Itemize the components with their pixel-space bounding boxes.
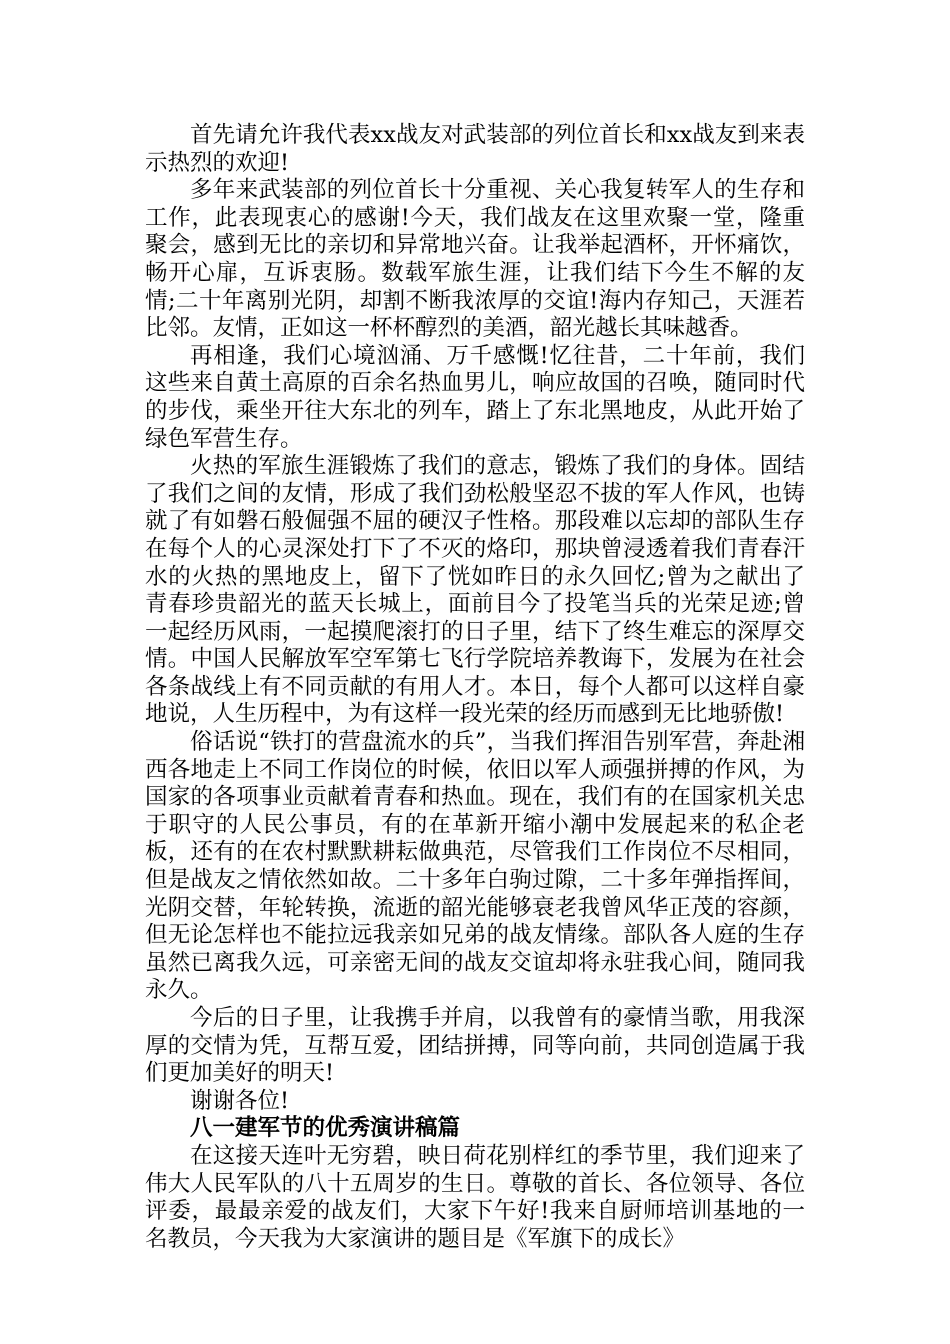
paragraph-welcome: 首先请允许我代表xx战友对武装部的列位首长和xx战友到来表示热烈的欢迎! bbox=[145, 122, 805, 176]
paragraph-future: 今后的日子里，让我携手并肩，以我曾有的豪情当歌，用我深厚的交情为凭，互帮互爱，团结拼搏，同等向前，共同创造属于我们更加美好的明天! bbox=[145, 1005, 805, 1087]
paragraph-military-life: 火热的军旅生涯锻炼了我们的意志，锻炼了我们的身体。固结了我们之间的友情，形成了我们劲松般坚忍不拔的军人作风，也铸就了有如磐石般倔强不屈的硬汉子性格。那段难以忘却的部队生存在每个人的心灵深处打下了不灭的烙印，那块曾浸透着我们青春汗水的火热的黑地皮上，留下了恍如昨日的永久回忆;曾为之献出了青春珍贵韶光的蓝天长城上，面前目今了投笔当兵的光荣足迹;曾一起经历风雨，一起摸爬滚打的日子里，结下了终生难忘的深厚交情。中国人民解放军空军第七飞行学院培养教诲下，发展为在社会各条战线上有不同贡献的有用人才。本日，每个人都可以这样自豪地说，人生历程中，为有这样一段光荣的经历而感到无比地骄傲! bbox=[145, 453, 805, 728]
section-heading: 八一建军节的优秀演讲稿篇 bbox=[190, 1115, 461, 1142]
paragraph-gathering: 多年来武装部的列位首长十分重视、关心我复转军人的生存和工作，此表现衷心的感谢!今天，我们战友在这里欢聚一堂，隆重聚会，感到无比的亲切和异常地兴奋。让我举起酒杯，开怀痛饮，畅开心扉，互诉衷肠。数载军旅生涯，让我们结下今生不解的友情;二十年离别光阴，却割不断我浓厚的交谊!海内存知己，天涯若比邻。友情，正如这一杯杯醇烈的美酒，韶光越长其味越香。 bbox=[145, 177, 805, 342]
paragraph-reunion: 再相逢，我们心境汹涌、万千感慨!忆往昔，二十年前，我们这些来自黄土高原的百余名热血男儿，响应故国的召唤，随同时代的步伐，乘坐开往大东北的列车，踏上了东北黑地皮，从此开始了绿色军营生存。 bbox=[145, 342, 805, 452]
paragraph-thanks: 谢谢各位! bbox=[190, 1087, 290, 1114]
paragraph-proverb: 俗话说“铁打的营盘流水的兵”，当我们挥泪告别军营，奔赴湘西各地走上不同工作岗位的时候，依旧以军人顽强拼搏的作风，为国家的各项事业贡献着青春和热血。现在，我们有的在国家机关忠于职守的人民公事员，有的在革新开缩小潮中发展起来的私企老板，还有的在农村默默耕耘做典范，尽管我们工作岗位不尽相同，但是战友之情依然如故。二十多年白驹过隙，二十多年弹指挥间，光阴交替，年轮转换，流逝的韶光能够衰老我曾风华正茂的容颜，但无论怎样也不能拉远我亲如兄弟的战友情缘。部队各人庭的生存虽然已离我久远，可亲密无间的战友交谊却将永驻我心间，随同我永久。 bbox=[145, 729, 805, 1004]
paragraph-speech-opening: 在这接天连叶无穷碧，映日荷花别样红的季节里，我们迎来了伟大人民军队的八十五周岁的生日。尊敬的首长、各位领导、各位评委，最最亲爱的战友们，大家下午好!我来自厨师培训基地的一名教员，今天我为大家演讲的题目是《军旗下的成长》 bbox=[145, 1142, 805, 1252]
document-body bbox=[145, 122, 805, 1253]
